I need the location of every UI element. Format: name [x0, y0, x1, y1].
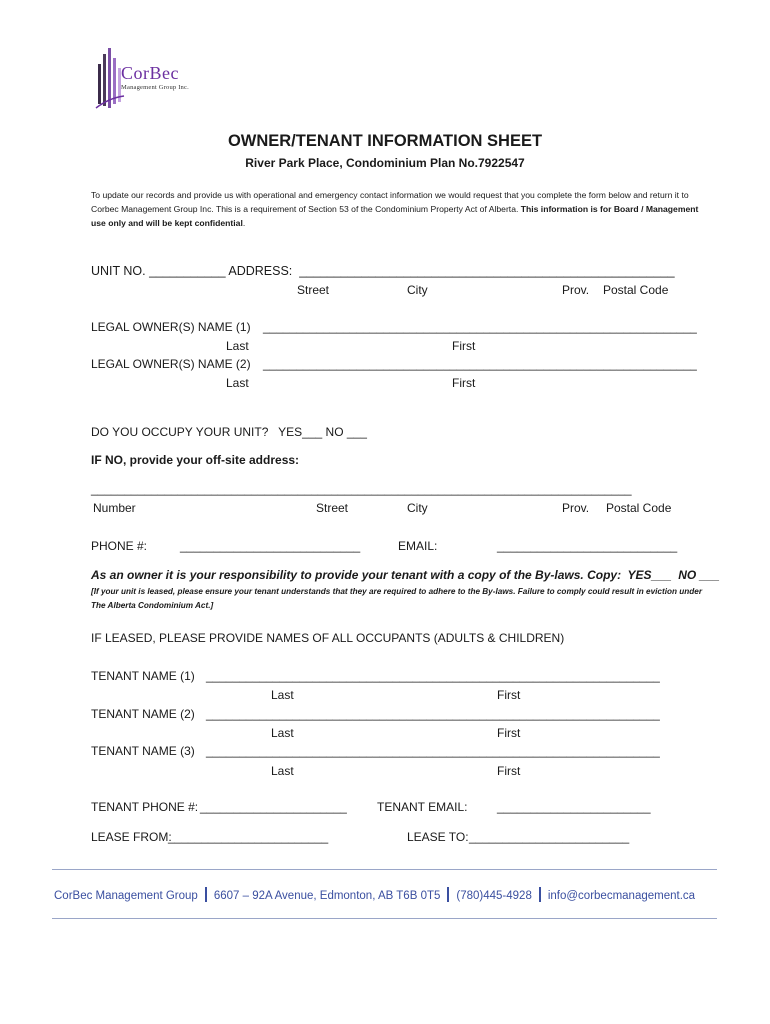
owner2-last-caption: Last: [226, 376, 249, 390]
footer-separator: [447, 887, 449, 902]
tenant2-last-caption: Last: [271, 726, 294, 740]
footer: [54, 887, 695, 902]
phone-label: PHONE #:: [91, 539, 148, 553]
owner1-first-caption: First: [452, 339, 476, 353]
company-logo: [95, 46, 205, 112]
bylaws-note: [If your unit is leased, please ensure your tenant understands that they are required to adhere to the By-laws. Failure to comply could result in eviction under The Alberta Condominium Act.]: [91, 587, 703, 610]
tenant1-first-caption: First: [497, 688, 521, 702]
email-field[interactable]: ___________________________: [497, 539, 678, 553]
lease-from-label: LEASE FROM:: [91, 830, 172, 844]
tenant1-name-field[interactable]: ____________________________________________________________________: [206, 669, 660, 683]
owner2-first-caption: First: [452, 376, 476, 390]
owner1-name-field[interactable]: _________________________________________________________________: [263, 320, 697, 334]
footer-bottom-divider: [52, 918, 717, 919]
owner2-name-field[interactable]: _________________________________________________________________: [263, 357, 697, 371]
phone-field[interactable]: ___________________________: [180, 539, 361, 553]
footer-separator: [205, 887, 207, 902]
tenant-email-field[interactable]: _______________________: [497, 800, 651, 814]
tenant3-label: TENANT NAME (3): [91, 744, 195, 758]
owner1-label: LEGAL OWNER(S) NAME (1): [91, 320, 251, 334]
offsite-street-caption: Street: [316, 501, 349, 515]
tenant2-name-field[interactable]: ____________________________________________________________________: [206, 707, 660, 721]
tenant2-label: TENANT NAME (2): [91, 707, 195, 721]
leased-heading: IF LEASED, PLEASE PROVIDE NAMES OF ALL OCCUPANTS (ADULTS & CHILDREN): [91, 631, 565, 645]
occupy-question[interactable]: DO YOU OCCUPY YOUR UNIT? YES___ NO ___: [91, 425, 367, 439]
offsite-number-caption: Number: [93, 501, 136, 515]
owner1-last-caption: Last: [226, 339, 249, 353]
intro-paragraph: [91, 188, 706, 230]
email-label: EMAIL:: [398, 539, 438, 553]
footer-address: 6607 – 92A Avenue, Edmonton, AB T6B 0T5: [213, 890, 441, 902]
footer-separator: [539, 887, 541, 902]
unit-city-caption: City: [407, 283, 428, 297]
tenant3-name-field[interactable]: ____________________________________________________________________: [206, 744, 660, 758]
unit-prov-caption: Prov.: [562, 283, 590, 297]
intro-text: To update our records and provide us with operational and emergency contact information we would request that you complete the form below and return it to Corbec Management Group Inc. This is a requirement of Section 53 of the Condominium Property Act of Alberta.: [91, 190, 689, 214]
tenant-email-label: TENANT EMAIL:: [377, 800, 468, 814]
footer-company: CorBec Management Group: [54, 890, 198, 902]
footer-email-link[interactable]: info@corbecmanagement.ca: [547, 890, 696, 902]
intro-bold-text: This information is for Board / Management use only and will be kept confidential: [91, 204, 699, 228]
footer-phone: (780)445-4928: [456, 890, 532, 902]
logo-subtitle: Management Group Inc.: [121, 84, 189, 91]
tenant-phone-field[interactable]: ______________________: [200, 800, 347, 814]
tenant1-label: TENANT NAME (1): [91, 669, 195, 683]
unit-postal-caption: Postal Code: [603, 283, 669, 297]
tenant3-first-caption: First: [497, 764, 521, 778]
footer-top-divider: [52, 869, 717, 870]
logo-name: CorBec: [121, 63, 179, 83]
lease-to-field[interactable]: ________________________: [469, 830, 630, 844]
tenant2-first-caption: First: [497, 726, 521, 740]
tenant-phone-label: TENANT PHONE #:: [91, 800, 199, 814]
lease-from-field[interactable]: ________________________: [168, 830, 329, 844]
bylaws-statement[interactable]: As an owner it is your responsibility to provide your tenant with a copy of the By-laws. Copy: YES___ NO ___: [91, 568, 720, 582]
offsite-heading: IF NO, provide your off-site address:: [91, 453, 300, 467]
offsite-postal-caption: Postal Code: [606, 501, 672, 515]
tenant1-last-caption: Last: [271, 688, 294, 702]
offsite-prov-caption: Prov.: [562, 501, 590, 515]
lease-to-label: LEASE TO:: [407, 830, 469, 844]
offsite-city-caption: City: [407, 501, 428, 515]
intro-end: .: [242, 218, 246, 228]
owner2-label: LEGAL OWNER(S) NAME (2): [91, 357, 251, 371]
page-subtitle: River Park Place, Condominium Plan No.7922547: [245, 156, 525, 170]
offsite-address-field[interactable]: _________________________________________________________________________________: [91, 482, 632, 496]
unit-address-field[interactable]: UNIT NO. ___________ ADDRESS: ______________________________________________________: [91, 264, 675, 278]
unit-street-caption: Street: [297, 283, 330, 297]
page-title: OWNER/TENANT INFORMATION SHEET: [227, 132, 543, 150]
tenant3-last-caption: Last: [271, 764, 294, 778]
